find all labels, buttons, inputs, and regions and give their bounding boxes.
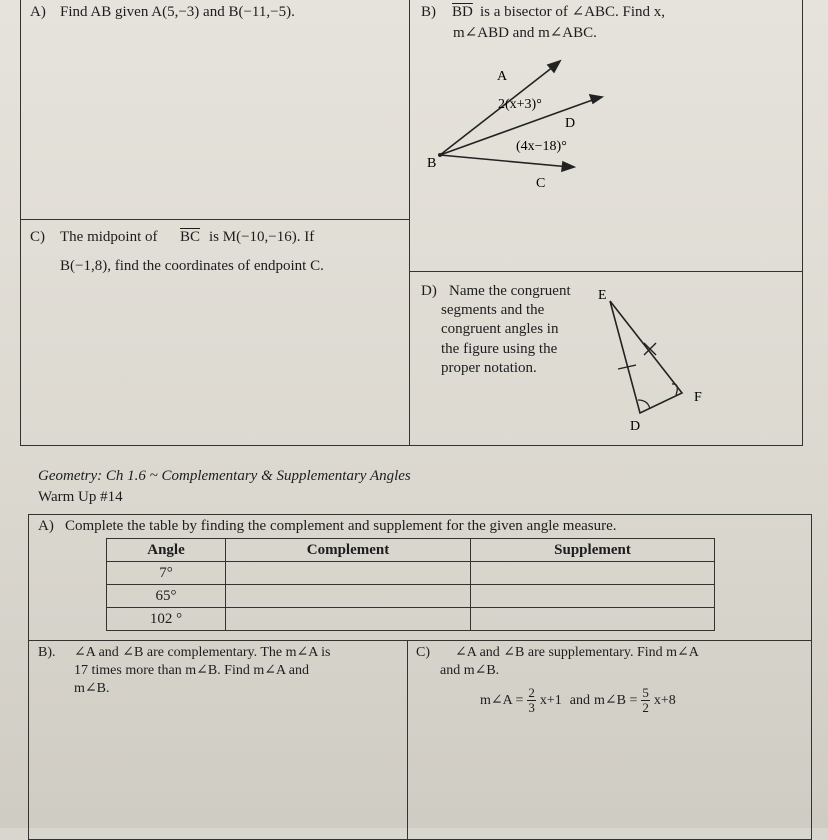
eq-b-lhs: m∠B = (593, 693, 638, 708)
bottom-b-line3: m∠B. (74, 681, 110, 696)
eq-a-denominator: 3 (528, 700, 535, 715)
eq-b-rhs: x+8 (653, 692, 676, 708)
angle-mark-d (638, 400, 650, 409)
label-d-vertex: D (630, 419, 641, 434)
label-d: D (565, 116, 576, 131)
equations-row (480, 686, 676, 715)
header-angle: Angle (107, 539, 226, 562)
problem-b-line2: m∠ABD and m∠ABC. (453, 25, 597, 41)
bottom-c-line2: and m∠B. (440, 663, 500, 678)
problem-a-text: Find AB given A(5,−3) and B(−11,−5). (60, 4, 295, 20)
top-box-a (20, 0, 410, 220)
angle-abd-label: 2(x+3)° (498, 97, 542, 112)
problem-d-line-5: proper notation. (441, 360, 537, 376)
problem-a-letter: A) (30, 4, 46, 20)
problem-b-segment: $\overline{BD}$ (452, 4, 473, 20)
eq-b-numerator: 5 (642, 685, 649, 700)
angle-bisector-figure (420, 55, 620, 195)
cell-angle: 7° (107, 562, 226, 585)
top-box-c (20, 219, 410, 446)
problem-d-line-4: the figure using the (441, 341, 558, 357)
cell-angle: 102 ° (107, 608, 226, 631)
label-b: B (427, 156, 437, 171)
label-a: A (497, 69, 508, 84)
eq-a-fraction (527, 686, 536, 715)
triangle-edf (610, 301, 682, 413)
eq-b-fraction (641, 686, 650, 715)
problem-c-line1-post: is M(−10,−16). If (209, 229, 315, 245)
cell-supplement[interactable] (471, 562, 715, 585)
cell-complement[interactable] (226, 562, 471, 585)
triangle-figure (590, 285, 720, 435)
table-header-row (107, 539, 715, 562)
angle-table (106, 538, 715, 631)
label-e: E (598, 288, 607, 303)
problem-b-letter: B) (421, 4, 436, 20)
eq-a-rhs: x+1 (539, 692, 562, 708)
problem-c-line2: B(−1,8), find the coordinates of endpoint C. (60, 258, 324, 274)
bottom-b-line2: 17 times more than m∠B. Find m∠A and (74, 663, 310, 678)
label-f: F (694, 390, 702, 405)
lesson-title: Geometry: Ch 1.6 ~ Complementary & Supplementary Angles (38, 468, 411, 484)
point-b (438, 153, 442, 157)
problem-d-line-3: congruent angles in (441, 321, 559, 337)
eq-b-denominator: 2 (642, 700, 649, 715)
eq-a-numerator: 2 (528, 685, 535, 700)
problem-c-line1-pre: The midpoint of (60, 229, 158, 245)
problem-c-letter: C) (30, 229, 45, 245)
cell-complement[interactable] (226, 585, 471, 608)
table-section-letter: A) (38, 518, 54, 534)
eq-a-lhs: m∠A = (480, 693, 524, 708)
cell-supplement[interactable] (471, 585, 715, 608)
header-supplement: Supplement (471, 539, 715, 562)
bottom-b-letter: B). (38, 645, 56, 660)
problem-d-letter: D) (421, 283, 437, 299)
problem-b-line1: is a bisector of ∠ABC. Find x, (480, 4, 666, 20)
problem-c-segment: $\overline{BC}$ (180, 229, 201, 245)
table-row (107, 562, 715, 585)
bottom-b-line1: ∠A and ∠B are complementary. The m∠A is (74, 645, 331, 660)
problem-d-line-1: Name the congruent (449, 283, 571, 299)
ray-bc (440, 155, 574, 171)
table-instruction: Complete the table by finding the complement and supplement for the given angle measure. (65, 518, 617, 534)
cell-supplement[interactable] (471, 608, 715, 631)
angle-mark-f (672, 384, 677, 395)
cell-complement[interactable] (226, 608, 471, 631)
angle-dbc-label: (4x−18)° (516, 139, 567, 154)
bottom-c-letter: C) (416, 645, 430, 660)
cell-angle: 65° (107, 585, 226, 608)
table-row (107, 608, 715, 631)
eq-and: and (569, 692, 590, 708)
warmup-label: Warm Up #14 (38, 489, 123, 505)
table-row (107, 585, 715, 608)
header-complement: Complement (226, 539, 471, 562)
problem-d-line-2: segments and the (441, 302, 545, 318)
bottom-c-line1: ∠A and ∠B are supplementary. Find m∠A (455, 645, 699, 660)
label-c: C (536, 176, 546, 191)
